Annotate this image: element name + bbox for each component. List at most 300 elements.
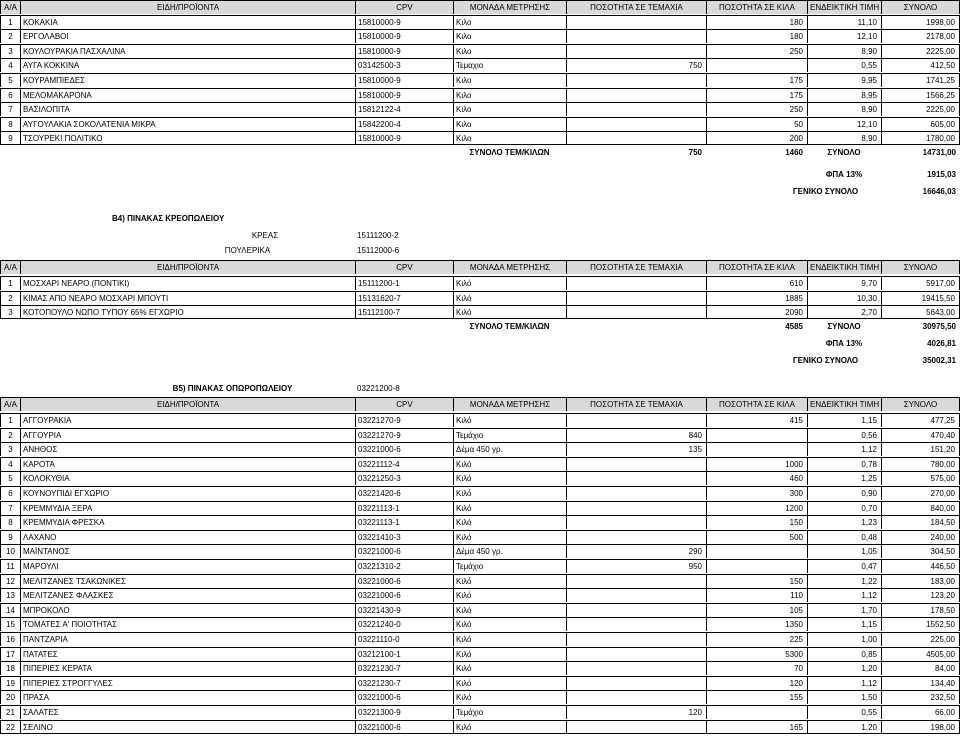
cell-unit-price: 1,05 [807,544,881,558]
cell-qty-pieces [566,647,706,661]
cell-qty-kilos: 1885 [706,291,807,305]
cell-aa: 2 [0,29,20,43]
sum-label: ΣΥΝΟΛΟ [827,148,861,157]
table-row [0,15,960,29]
cell-unit: Κιλό [453,690,566,704]
cell-unit: Δέμα 450 γρ. [453,544,566,558]
section-cpv: 03221200-8 [357,384,400,393]
cell-qty-pieces [566,661,706,675]
header-item-name: ΕΙΔΗ/ΠΡΟΪΟΝΤΑ [20,260,355,274]
cell-unit-price: 12,10 [807,29,881,43]
cell-unit-price: 8,90 [807,131,881,145]
cell-unit-price: 1,23 [807,515,881,529]
cell-cpv: 15810000-9 [355,29,453,43]
cell-item-name: ΛΑΧΑΝΟ [20,530,355,544]
cell-qty-pieces [566,305,706,319]
table-row [0,515,960,529]
cell-aa: 6 [0,88,20,102]
header-total: ΣΥΝΟΛΟ [881,260,960,274]
table-row [0,73,960,87]
grand-total-row [0,354,960,368]
cell-unit-price: 8,95 [807,88,881,102]
cell-total: 412,50 [881,58,960,72]
cell-total: 4505,00 [881,647,960,661]
cell-qty-kilos: 1200 [706,501,807,515]
header-unit-price: ΕΝΔΕΙΚΤΙΚΗ ΤΙΜΗ [807,397,881,411]
header-aa: Α/Α [0,0,20,14]
cell-item-name: ΑΥΓΟΥΛΑΚΙΑ ΣΟΚΟΛΑΤΕΝΙΑ ΜΙΚΡΑ [20,117,355,131]
vat-row [0,168,960,182]
cell-qty-kilos: 165 [706,720,807,734]
cell-aa: 2 [0,428,20,442]
cell-qty-kilos: 200 [706,131,807,145]
cell-unit: Κιλό [453,457,566,471]
cell-cpv: 15810000-9 [355,131,453,145]
table-row [0,413,960,427]
cell-item-name: ΜΕΛΙΤΖΑΝΕΣ ΦΛΑΣΚΕΣ [20,588,355,602]
cell-cpv: 03221230-7 [355,661,453,675]
cell-qty-kilos [706,559,807,573]
cell-unit: Κιλό [453,720,566,734]
cell-unit: Κιλό [453,574,566,588]
cell-cpv: 03221230-7 [355,676,453,690]
cell-item-name: ΑΓΓΟΥΡΑΚΙΑ [20,413,355,427]
cell-unit: Τεμάχιο [453,705,566,719]
cell-cpv: 03221000-6 [355,690,453,704]
cell-item-name: ΠΙΠΕΡΙΕΣ ΣΤΡΟΓΓΥΛΕΣ [20,676,355,690]
table-row [0,588,960,602]
section-title: Β5) ΠΙΝΑΚΑΣ ΟΠΩΡΟΠΩΛΕΙΟΥ [172,384,293,393]
cell-unit-price: 2,70 [807,305,881,319]
cell-unit: Κιλο [453,102,566,116]
cell-total: 84,00 [881,661,960,675]
grand-total-label: ΓΕΝΙΚΟ ΣΥΝΟΛΟ [792,356,859,365]
cell-qty-kilos [706,705,807,719]
cell-total: 470,40 [881,428,960,442]
cell-item-name: ΚΟΤΟΠΟΥΛΟ ΝΩΠΟ ΤΥΠΟΥ 65% ΕΓΧΩΡΙΟ [20,305,355,319]
cell-qty-pieces [566,588,706,602]
header-item-name: ΕΙΔΗ/ΠΡΟΪΟΝΤΑ [20,397,355,411]
cell-qty-kilos: 120 [706,676,807,690]
subcategory-cpv: 15112000-6 [357,246,400,255]
cell-cpv: 03221110-0 [355,632,453,646]
cell-aa: 1 [0,276,20,290]
cell-cpv: 15810000-9 [355,44,453,58]
cell-total: 304,50 [881,544,960,558]
cell-aa: 5 [0,471,20,485]
cell-unit: Κιλο [453,131,566,145]
subcategory-label: ΚΡΕΑΣ [251,231,279,240]
cell-cpv: 03221270-9 [355,413,453,427]
cell-qty-kilos [706,442,807,456]
cell-aa: 4 [0,457,20,471]
cell-aa: 8 [0,117,20,131]
cell-aa: 8 [0,515,20,529]
cell-item-name: ΤΣΟΥΡΕΚΙ ΠΟΛΙΤΙΚΟ [20,131,355,145]
cell-unit-price: 1,20 [807,661,881,675]
cell-qty-kilos [706,428,807,442]
cell-cpv: 15810000-9 [355,88,453,102]
cell-qty-kilos: 415 [706,413,807,427]
cell-aa: 9 [0,530,20,544]
cell-total: 605,00 [881,117,960,131]
cell-unit: Κιλό [453,603,566,617]
cell-total: 1552,50 [881,617,960,631]
cell-cpv: 15810000-9 [355,73,453,87]
cell-item-name: ΚΑΡΟΤΑ [20,457,355,471]
cell-cpv: 03221240-0 [355,617,453,631]
cell-unit-price: 8,90 [807,102,881,116]
cell-cpv: 03221000-6 [355,442,453,456]
cell-unit-price: 1,22 [807,574,881,588]
cell-qty-pieces [566,102,706,116]
cell-qty-pieces [566,88,706,102]
cell-qty-kilos: 1000 [706,457,807,471]
cell-unit-price: 1,00 [807,632,881,646]
total-kilos: 4585 [785,322,803,331]
cell-aa: 17 [0,647,20,661]
cell-qty-pieces [566,632,706,646]
cell-qty-kilos: 175 [706,88,807,102]
cell-aa: 11 [0,559,20,573]
cell-qty-pieces [566,117,706,131]
header-qty-pieces: ΠΟΣΟΤΗΤΑ ΣΕ ΤΕΜΑΧΙΑ [566,397,706,411]
cell-item-name: ΠΑΝΤΖΑΡΙΑ [20,632,355,646]
cell-qty-pieces: 950 [566,559,706,573]
cell-qty-pieces [566,291,706,305]
cell-cpv: 03221113-1 [355,515,453,529]
cell-unit-price: 11,10 [807,15,881,29]
cell-aa: 19 [0,676,20,690]
cell-unit: Κιλο [453,88,566,102]
cell-qty-pieces [566,276,706,290]
cell-unit: Κιλο [453,15,566,29]
cell-item-name: ΚΟΥΝΟΥΠΙΔΙ ΕΓΧΩΡΙΟ [20,486,355,500]
cell-unit: Κιλό [453,486,566,500]
cell-cpv: 15131620-7 [355,291,453,305]
cell-aa: 6 [0,486,20,500]
subcategory-cpv: 15111200-2 [357,231,399,240]
cell-unit-price: 1,12 [807,442,881,456]
cell-unit-price: 0,55 [807,705,881,719]
cell-qty-kilos: 150 [706,574,807,588]
cell-aa: 1 [0,15,20,29]
cell-qty-kilos: 460 [706,471,807,485]
cell-qty-kilos: 50 [706,117,807,131]
cell-item-name: ΚΟΚΑΚΙΑ [20,15,355,29]
cell-total: 446,50 [881,559,960,573]
table-row [0,647,960,661]
table-row [0,544,960,558]
cell-unit: Κιλό [453,617,566,631]
table-row [0,661,960,675]
cell-aa: 1 [0,413,20,427]
vat-value: 1915,03 [927,170,956,179]
cell-cpv: 03221430-9 [355,603,453,617]
table-row [0,131,960,145]
cell-aa: 2 [0,291,20,305]
cell-aa: 12 [0,574,20,588]
cell-item-name: ΚΡΕΜΜΥΔΙΑ ΦΡΕΣΚΑ [20,515,355,529]
cell-aa: 7 [0,501,20,515]
cell-qty-pieces [566,603,706,617]
cell-unit-price: 0,48 [807,530,881,544]
cell-qty-kilos: 300 [706,486,807,500]
cell-qty-pieces: 840 [566,428,706,442]
cell-unit: Δέμα 450 γρ. [453,442,566,456]
cell-qty-kilos: 70 [706,661,807,675]
table-row [0,617,960,631]
cell-qty-kilos: 1350 [706,617,807,631]
table-row [0,676,960,690]
totals-row [0,146,960,160]
cell-cpv: 15810000-9 [355,15,453,29]
cell-unit-price: 1,20 [807,720,881,734]
cell-qty-pieces [566,676,706,690]
vat-value: 4026,81 [927,339,956,348]
cell-qty-kilos: 250 [706,102,807,116]
sum-value: 14731,00 [922,148,956,157]
cell-aa: 5 [0,73,20,87]
cell-cpv: 03221000-6 [355,574,453,588]
cell-cpv: 03221270-9 [355,428,453,442]
vat-label: ΦΠΑ 13% [825,339,863,348]
cell-item-name: ΑΓΓΟΥΡΙΑ [20,428,355,442]
cell-unit-price: 1,50 [807,690,881,704]
cell-item-name: ΚΟΥΡΑΜΠΙΕΔΕΣ [20,73,355,87]
table-row [0,720,960,734]
table-row [0,574,960,588]
cell-total: 198,00 [881,720,960,734]
header-cpv: CPV [355,0,453,14]
cell-aa: 13 [0,588,20,602]
table-header-row [0,397,960,411]
table-row [0,428,960,442]
cell-unit: Κιλό [453,632,566,646]
cell-qty-pieces [566,413,706,427]
cell-aa: 4 [0,58,20,72]
cell-unit-price: 0,85 [807,647,881,661]
cell-unit-price: 0,90 [807,486,881,500]
cell-qty-pieces [566,15,706,29]
table-header-row [0,260,960,274]
grand-total-label: ΓΕΝΙΚΟ ΣΥΝΟΛΟ [792,187,859,196]
cell-item-name: ΜΕΛΟΜΑΚΑΡΟΝΑ [20,88,355,102]
cell-item-name: ΜΑΪΝΤΑΝΟΣ [20,544,355,558]
cell-unit: Κιλό [453,413,566,427]
cell-total: 5643,00 [881,305,960,319]
cell-unit-price: 1,25 [807,471,881,485]
table-row [0,442,960,456]
cell-item-name: ΑΥΓΑ ΚΟΚΚΙΝΑ [20,58,355,72]
totals-row [0,320,960,334]
cell-qty-pieces: 120 [566,705,706,719]
cell-total: 184,50 [881,515,960,529]
cell-unit: Κιλό [453,471,566,485]
cell-total: 780,00 [881,457,960,471]
cell-unit: Κιλό [453,515,566,529]
cell-qty-kilos: 110 [706,588,807,602]
cell-qty-pieces [566,515,706,529]
cell-cpv: 15111200-1 [355,276,453,290]
cell-unit-price: 10,30 [807,291,881,305]
cell-qty-pieces [566,29,706,43]
cell-aa: 14 [0,603,20,617]
cell-cpv: 03221420-6 [355,486,453,500]
cell-unit: Τεμαχιο [453,58,566,72]
cell-qty-kilos: 180 [706,15,807,29]
cell-unit: Κιλο [453,29,566,43]
cell-qty-pieces [566,501,706,515]
cell-qty-kilos: 5300 [706,647,807,661]
cell-item-name: ΚΟΥΛΟΥΡΑΚΙΑ ΠΑΣΧΑΛΙΝΑ [20,44,355,58]
cell-item-name: ΚΟΛΟΚΥΘΙΑ [20,471,355,485]
table-row [0,501,960,515]
cell-unit-price: 1,15 [807,617,881,631]
cell-unit-price: 1,15 [807,413,881,427]
header-unit-price: ΕΝΔΕΙΚΤΙΚΗ ΤΙΜΗ [807,0,881,14]
cell-qty-pieces [566,457,706,471]
cell-qty-pieces: 135 [566,442,706,456]
cell-unit-price: 1,12 [807,588,881,602]
header-cpv: CPV [355,260,453,274]
cell-unit-price: 0,70 [807,501,881,515]
cell-total: 575,00 [881,471,960,485]
cell-cpv: 03221000-6 [355,544,453,558]
cell-aa: 15 [0,617,20,631]
cell-aa: 3 [0,44,20,58]
grand-total-row [0,185,960,199]
cell-cpv: 03142500-3 [355,58,453,72]
table-row [0,559,960,573]
vat-label: ΦΠΑ 13% [825,170,863,179]
cell-unit: Κιλο [453,44,566,58]
cell-total: 2225,00 [881,102,960,116]
cell-total: 5917,00 [881,276,960,290]
table-row [0,471,960,485]
subcategory-row [0,244,960,258]
cell-qty-pieces: 290 [566,544,706,558]
header-qty-kilos: ΠΟΣΟΤΗΤΑ ΣΕ ΚΙΛΑ [706,0,807,14]
header-qty-pieces: ΠΟΣΟΤΗΤΑ ΣΕ ΤΕΜΑΧΙΑ [566,260,706,274]
cell-cpv: 03221112-4 [355,457,453,471]
cell-item-name: ΚΡΕΜΜΥΔΙΑ ΞΕΡΑ [20,501,355,515]
cell-total: 1741,25 [881,73,960,87]
cell-unit: Κιλό [453,291,566,305]
cell-aa: 20 [0,690,20,704]
cell-aa: 18 [0,661,20,675]
table-row [0,705,960,719]
table-row [0,457,960,471]
cell-item-name: ΜΟΣΧΑΡΙ ΝΕΑΡΟ (ΠΟΝΤΙΚΙ) [20,276,355,290]
cell-cpv: 15112100-7 [355,305,453,319]
table-row [0,690,960,704]
cell-item-name: ΜΑΡΟΥΛΙ [20,559,355,573]
table-row [0,88,960,102]
subcategory-row [0,229,960,243]
cell-qty-kilos: 250 [706,44,807,58]
cell-unit: Κιλό [453,530,566,544]
cell-aa: 9 [0,131,20,145]
cell-unit: Κιλό [453,501,566,515]
header-total: ΣΥΝΟΛΟ [881,397,960,411]
vat-row [0,337,960,351]
cell-qty-pieces [566,44,706,58]
cell-item-name: ΠΡΑΣΑ [20,690,355,704]
cell-total: 134,40 [881,676,960,690]
cell-unit-price: 0,47 [807,559,881,573]
cell-cpv: 03221300-9 [355,705,453,719]
grand-total-value: 35002,31 [922,356,956,365]
table-row [0,58,960,72]
header-qty-kilos: ΠΟΣΟΤΗΤΑ ΣΕ ΚΙΛΑ [706,260,807,274]
cell-qty-pieces [566,471,706,485]
sum-value: 30975,50 [922,322,956,331]
cell-item-name: ΒΑΣΙΛΟΠΙΤΑ [20,102,355,116]
cell-aa: 10 [0,544,20,558]
cell-unit: Τεμάχιο [453,428,566,442]
cell-qty-kilos: 500 [706,530,807,544]
cell-aa: 16 [0,632,20,646]
cell-cpv: 03221410-3 [355,530,453,544]
cell-item-name: ΜΕΛΙΤΖΑΝΕΣ ΤΣΑΚΩΝΙΚΕΣ [20,574,355,588]
header-unit: ΜΟΝΑΔΑ ΜΕΤΡΗΣΗΣ [453,397,566,411]
cell-qty-kilos: 225 [706,632,807,646]
cell-qty-pieces [566,530,706,544]
cell-aa: 3 [0,442,20,456]
cell-unit: Κιλό [453,676,566,690]
cell-total: 477,25 [881,413,960,427]
header-aa: Α/Α [0,260,20,274]
cell-qty-pieces [566,131,706,145]
cell-item-name: ΜΠΡΟΚΟΛΟ [20,603,355,617]
cell-unit: Κιλό [453,661,566,675]
cell-unit: Κιλό [453,305,566,319]
cell-total: 240,00 [881,530,960,544]
table-row [0,305,960,319]
cell-qty-pieces [566,574,706,588]
total-kilos: 1460 [785,148,803,157]
cell-unit-price: 8,90 [807,44,881,58]
cell-cpv: 03221000-6 [355,588,453,602]
cell-item-name: ΣΑΛΑΤΕΣ [20,705,355,719]
total-pieces: 750 [688,148,702,157]
header-item-name: ΕΙΔΗ/ΠΡΟΪΟΝΤΑ [20,0,355,14]
cell-total: 66,00 [881,705,960,719]
cell-total: 270,00 [881,486,960,500]
section-title-row [0,212,960,226]
cell-cpv: 03221250-3 [355,471,453,485]
cell-qty-kilos: 105 [706,603,807,617]
cell-total: 1780,00 [881,131,960,145]
cell-qty-pieces [566,73,706,87]
table-row [0,276,960,290]
cell-qty-kilos: 150 [706,515,807,529]
cell-unit: Κιλό [453,276,566,290]
table-row [0,44,960,58]
totals-label: ΣΥΝΟΛΟ ΤΕΜ/ΚΙΛΩΝ [469,322,550,331]
cell-cpv: 03221310-2 [355,559,453,573]
cell-qty-pieces: 750 [566,58,706,72]
cell-aa: 3 [0,305,20,319]
table-header-row [0,0,960,14]
cell-item-name: ΕΡΓΟΛΑΒΟΙ [20,29,355,43]
cell-unit-price: 9,95 [807,73,881,87]
header-cpv: CPV [355,397,453,411]
subcategory-label: ΠΟΥΛΕΡΙΚΑ [224,246,271,255]
cell-unit-price: 1,12 [807,676,881,690]
cell-qty-kilos [706,58,807,72]
